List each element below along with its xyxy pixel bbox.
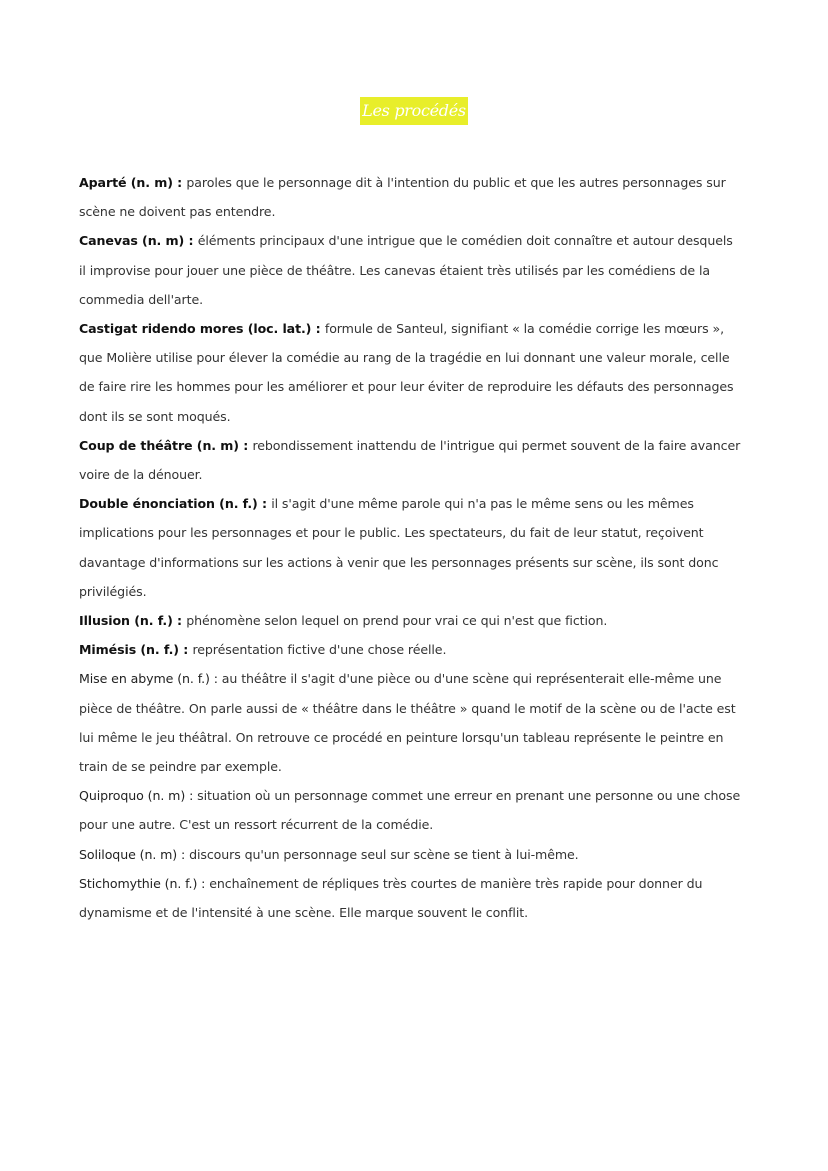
glossary-entry-castigat bbox=[79, 314, 741, 431]
glossary-entry-illusion bbox=[79, 606, 741, 635]
glossary-entry-quiproquo bbox=[79, 781, 741, 839]
glossary-separator: : bbox=[184, 233, 198, 249]
glossary-entry-mise-en-abyme bbox=[79, 664, 741, 781]
glossary-entry-soliloque bbox=[79, 840, 741, 869]
glossary-entry-canevas bbox=[79, 226, 741, 314]
glossary-separator: : bbox=[238, 437, 253, 453]
glossary-definition: formule de Santeul, signifiant « la comédie corrige les mœurs », que Molière utilise pour élever la comédie au rang de la tragédie en lui donnant une valeur morale, celle de faire rire les hommes pour les améliorer et pour leur éviter de reproduire les défauts des personnages dont ils se sont moqués. bbox=[79, 321, 734, 424]
glossary-definition: enchaînement de répliques très courtes de manière très rapide pour donner du dynamisme et de l'intensité à une scène. Elle marque souvent le conflit. bbox=[79, 875, 703, 921]
glossary-definition: éléments principaux d'une intrigue que le comédien doit connaître et autour desquels il improvise pour jouer une pièce de théâtre. Les canevas étaient très utilisés par les comédiens de la commedia dell'arte. bbox=[79, 233, 733, 307]
glossary-term: Stichomythie (n. f.) bbox=[79, 875, 198, 891]
glossary-term: Aparté (n. m) bbox=[79, 175, 173, 190]
glossary-separator: : bbox=[311, 321, 325, 337]
glossary-term: Soliloque (n. m) bbox=[79, 846, 178, 862]
glossary-term: Illusion (n. f.) bbox=[79, 613, 173, 629]
glossary-definition: situation où un personnage commet une erreur en prenant une personne ou une chose pour une autre. C'est un ressort récurrent de la comédie. bbox=[79, 788, 741, 833]
glossary-separator: : bbox=[178, 642, 193, 658]
glossary-term: Mimésis (n. f.) bbox=[79, 642, 179, 658]
glossary-definition: au théâtre il s'agit d'une pièce ou d'une scène qui représenterait elle-même une pièce de théâtre. On parle aussi de « théâtre dans le théâtre » quand le motif de la scène ou de l'acte est lui même le jeu théâtral. On retrouve ce procédé en peinture lorsqu'un tableau représente le peintre en train de se peindre par exemple. bbox=[79, 671, 736, 775]
glossary-entry-aparte bbox=[79, 168, 741, 226]
page-title: Les procédés bbox=[360, 97, 468, 125]
glossary-entry-double-enonciation bbox=[79, 489, 741, 606]
glossary-term: Coup de théâtre (n. m) bbox=[79, 437, 239, 453]
glossary-entry-mimesis bbox=[79, 635, 741, 664]
glossary-separator: : bbox=[177, 846, 190, 862]
glossary-entry-coup-de-theatre bbox=[79, 431, 741, 489]
glossary-term: Canevas (n. m) bbox=[79, 233, 185, 249]
glossary-definition: représentation fictive d'une chose réelle. bbox=[192, 642, 447, 658]
glossary-separator: : bbox=[209, 671, 222, 687]
glossary-term: Quiproquo (n. m) bbox=[79, 788, 186, 804]
glossary-separator: : bbox=[257, 496, 272, 512]
glossary-entry-stichomythie bbox=[79, 869, 741, 927]
glossary-definition: discours qu'un personnage seul sur scène se tient à lui-même. bbox=[189, 846, 579, 862]
glossary-term: Castigat ridendo mores (loc. lat.) bbox=[79, 321, 312, 337]
glossary-definition: il s'agit d'une même parole qui n'a pas le même sens ou les mêmes implications pour les personnages et pour le public. Les spectateurs, du fait de leur statut, reçoivent davantage d'informations sur les actions à venir que les personnages présents sur scène, ils sont donc privilégiés. bbox=[79, 496, 719, 599]
glossary-separator: : bbox=[172, 613, 187, 629]
glossary bbox=[79, 168, 741, 927]
glossary-definition: phénomène selon lequel on prend pour vrai ce qui n'est que fiction. bbox=[186, 613, 608, 629]
glossary-separator: : bbox=[185, 788, 198, 804]
title-container bbox=[0, 97, 828, 125]
glossary-separator: : bbox=[197, 875, 210, 891]
glossary-term: Mise en abyme (n. f.) bbox=[79, 671, 210, 687]
glossary-definition: rebondissement inattendu de l'intrigue qui permet souvent de la faire avancer voire de la dénouer. bbox=[79, 437, 741, 483]
glossary-definition: paroles que le personnage dit à l'intention du public et que les autres personnages sur scène ne doivent pas entendre. bbox=[79, 175, 726, 220]
glossary-separator: : bbox=[172, 175, 187, 190]
glossary-term: Double énonciation (n. f.) bbox=[79, 496, 258, 512]
